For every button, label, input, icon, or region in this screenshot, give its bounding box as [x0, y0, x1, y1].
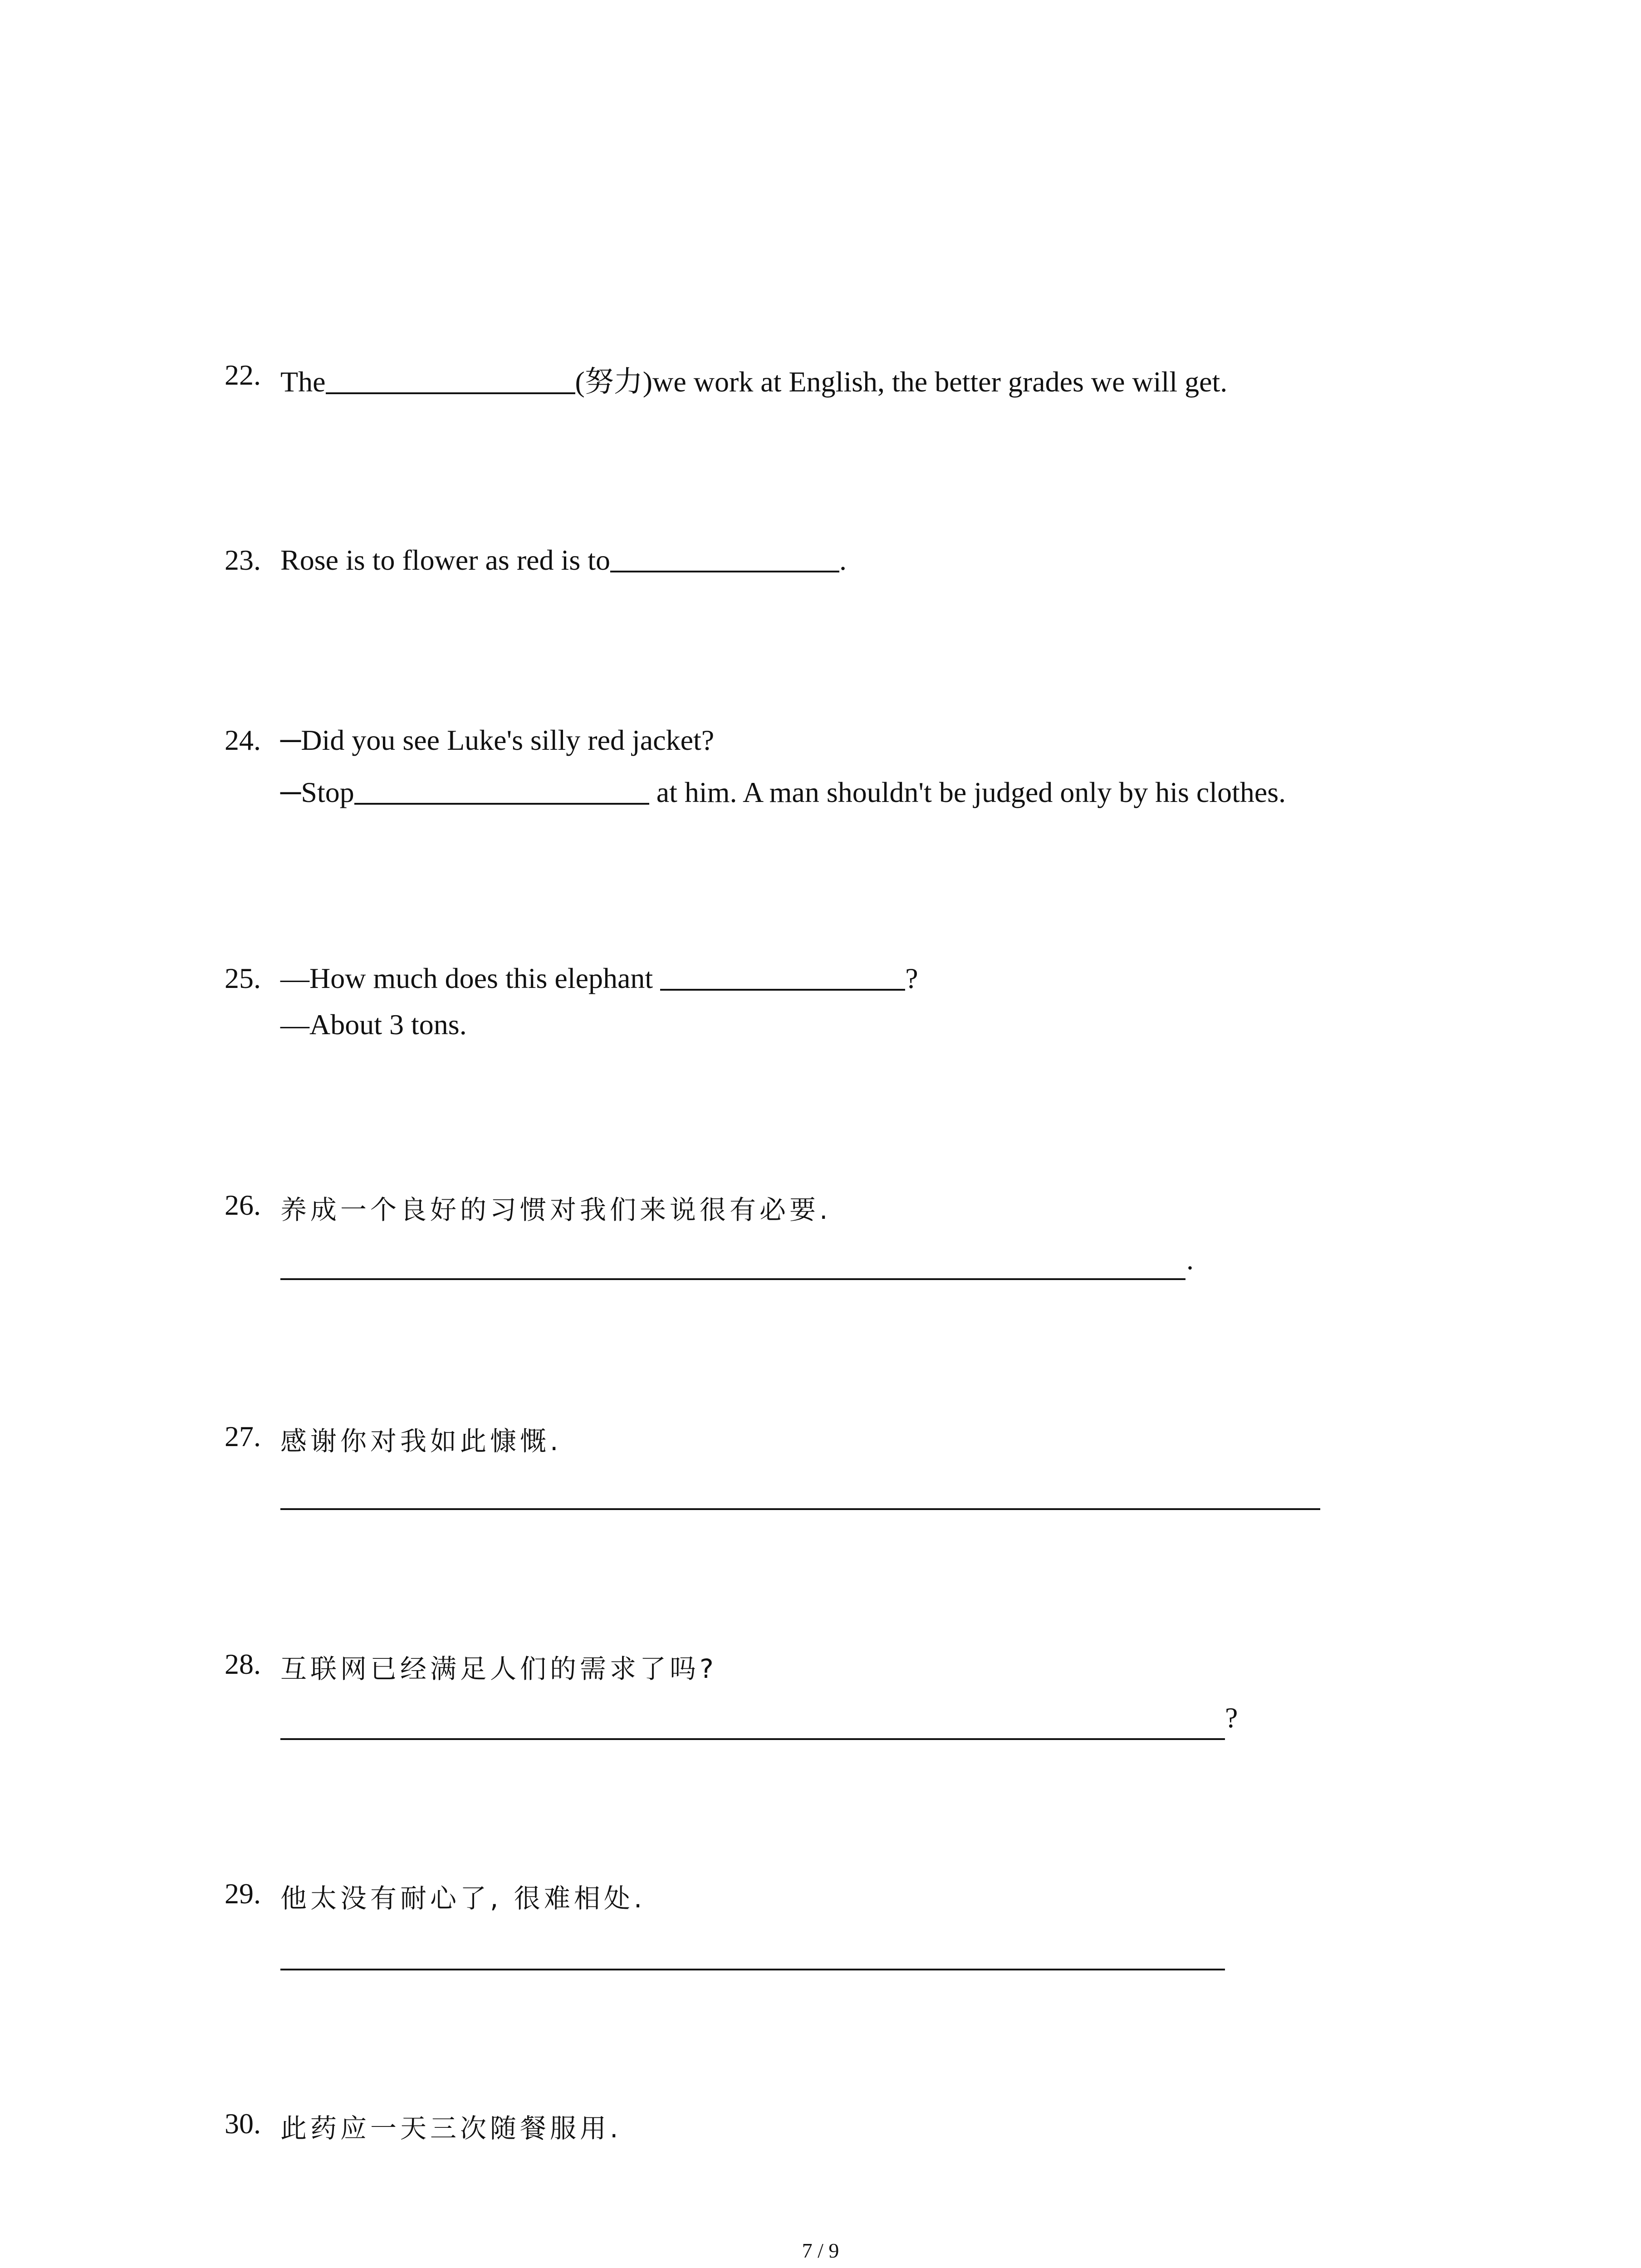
question-number: 25.	[225, 962, 261, 994]
question-number: 26.	[225, 1189, 261, 1221]
answer-line[interactable]	[280, 1969, 1225, 1970]
text-after-blank: .	[839, 544, 847, 576]
text-after-blank: (努力)we work at English, the better grades we will get.	[575, 366, 1228, 398]
translation-prompt: 感谢你对我如此慷慨.	[280, 1426, 562, 1457]
question-text	[280, 776, 1286, 809]
text-after-blank: at him. A man shouldn't be judged only by his clothes.	[649, 776, 1286, 808]
question-text	[280, 358, 1227, 400]
fill-in-blank[interactable]	[660, 963, 905, 991]
question-dialogue-line-2: —About 3 tons.	[280, 1008, 467, 1041]
question-number: 29.	[225, 1877, 261, 1910]
answer-line-punctuation: .	[1186, 1243, 1194, 1276]
text-before-blank: Rose is to flower as red is to	[280, 544, 610, 576]
translation-prompt: 他太没有耐心了, 很难相处.	[280, 1883, 646, 1914]
text-before-blank: The	[280, 366, 326, 398]
question-dialogue-line-1: ─Did you see Luke's silly red jacket?	[280, 724, 715, 756]
answer-line[interactable]	[280, 1508, 1320, 1510]
question-number: 27.	[225, 1420, 261, 1452]
answer-line[interactable]	[280, 1738, 1225, 1740]
question-text	[280, 962, 918, 995]
translation-prompt: 此药应一天三次随餐服用.	[280, 2113, 622, 2144]
fill-in-blank[interactable]	[326, 367, 575, 394]
fill-in-blank[interactable]	[354, 777, 649, 805]
translation-prompt: 养成一个良好的习惯对我们来说很有必要.	[280, 1194, 832, 1225]
answer-line[interactable]	[280, 1278, 1185, 1280]
question-number: 22.	[225, 359, 261, 391]
question-number: 28.	[225, 1648, 261, 1680]
text-before-blank: ─Stop	[280, 776, 354, 808]
fill-in-blank[interactable]	[610, 545, 839, 572]
question-number: 30.	[225, 2107, 261, 2140]
text-after-blank: ?	[905, 962, 918, 994]
page-number: 7 / 9	[802, 2239, 839, 2262]
question-number: 23.	[225, 544, 261, 576]
question-number: 24.	[225, 724, 261, 756]
question-text	[280, 543, 847, 577]
answer-line-punctuation: ?	[1225, 1701, 1238, 1734]
translation-prompt: 互联网已经满足人们的需求了吗?	[280, 1653, 717, 1684]
text-before-blank: —How much does this elephant	[280, 962, 661, 994]
